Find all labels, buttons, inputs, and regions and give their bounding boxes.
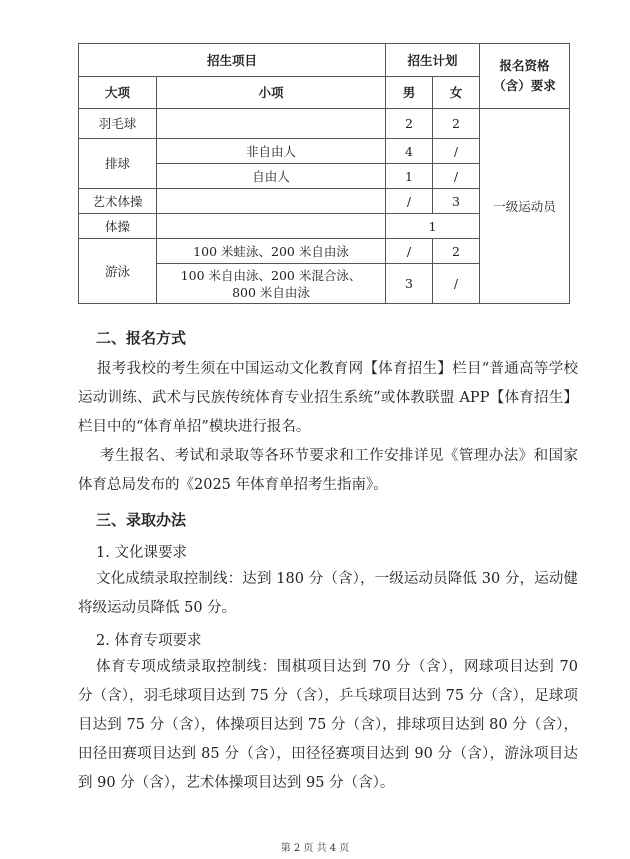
major-cell: 羽毛球 [79, 109, 157, 139]
minor-cell [157, 189, 386, 214]
female-cell: / [433, 139, 480, 164]
subsection-title: 2. 体育专项要求 [96, 633, 202, 649]
minor-line: 100 米自由泳、200 米混合泳、 [180, 267, 362, 283]
header-minor: 小项 [157, 77, 386, 109]
minor-cell [157, 264, 386, 304]
header-major: 大项 [79, 77, 157, 109]
male-cell: 2 [386, 109, 433, 139]
section-title: 三、录取办法 [96, 511, 187, 529]
minor-line: 800 米自由泳 [232, 284, 310, 300]
enrollment-table [78, 43, 570, 304]
female-cell: / [433, 164, 480, 189]
qualification-cell: 一级运动员 [480, 109, 570, 304]
paragraph: 文化成绩录取控制线：达到 180 分（含），一级运动员降低 30 分，运动健将级运动员降低 50 分。 [78, 571, 578, 616]
male-cell: 1 [386, 164, 433, 189]
female-cell: 2 [433, 239, 480, 264]
major-cell: 艺术体操 [79, 189, 157, 214]
major-cell: 游泳 [79, 239, 157, 304]
table-row [79, 109, 570, 139]
paragraph: 考生报名、考试和录取等各环节要求和工作安排详见《管理办法》和国家体育总局发布的《2025 年体育单招考生指南》。 [78, 448, 578, 493]
female-cell: 3 [433, 189, 480, 214]
male-cell: / [386, 189, 433, 214]
subsection-title: 1. 文化课要求 [96, 545, 187, 561]
male-cell: 3 [386, 264, 433, 304]
minor-cell [157, 109, 386, 139]
male-cell: / [386, 239, 433, 264]
header-plan: 招生计划 [386, 44, 480, 77]
total-cell: 1 [386, 214, 480, 239]
header-male: 男 [386, 77, 433, 109]
major-cell: 排球 [79, 139, 157, 189]
minor-cell: 100 米蛙泳、200 米自由泳 [157, 239, 386, 264]
section-title: 二、报名方式 [96, 329, 187, 347]
male-cell: 4 [386, 139, 433, 164]
minor-cell: 非自由人 [157, 139, 386, 164]
page-footer: 第 2 页 共 4 页 [280, 843, 350, 854]
female-cell: / [433, 264, 480, 304]
header-project: 招生项目 [79, 44, 386, 77]
header-female: 女 [433, 77, 480, 109]
major-cell: 体操 [79, 214, 157, 239]
female-cell: 2 [433, 109, 480, 139]
paragraph: 体育专项成绩录取控制线：围棋项目达到 70 分（含），网球项目达到 70 分（含），羽毛球项目达到 75 分（含），乒乓球项目达到 75 分（含），足球项目达到 75 分（含），体操项目达到 75 分（含），排球项目达到 80 分（含），田径田赛项目达到 85 分（含），田径径赛项目达到 90 分（含），游泳项目达到 90 分（含），艺术体操项目达到 95 分（含）。 [78, 659, 578, 791]
header-qualification: 报名资格（含）要求 [480, 44, 570, 109]
minor-cell [157, 214, 386, 239]
paragraph: 报考我校的考生须在中国运动文化教育网【体育招生】栏目“普通高等学校运动训练、武术与民族传统体育专业招生系统”或体教联盟 APP【体育招生】栏目中的“体育单招”模块进行报名。 [78, 361, 578, 435]
minor-cell: 自由人 [157, 164, 386, 189]
